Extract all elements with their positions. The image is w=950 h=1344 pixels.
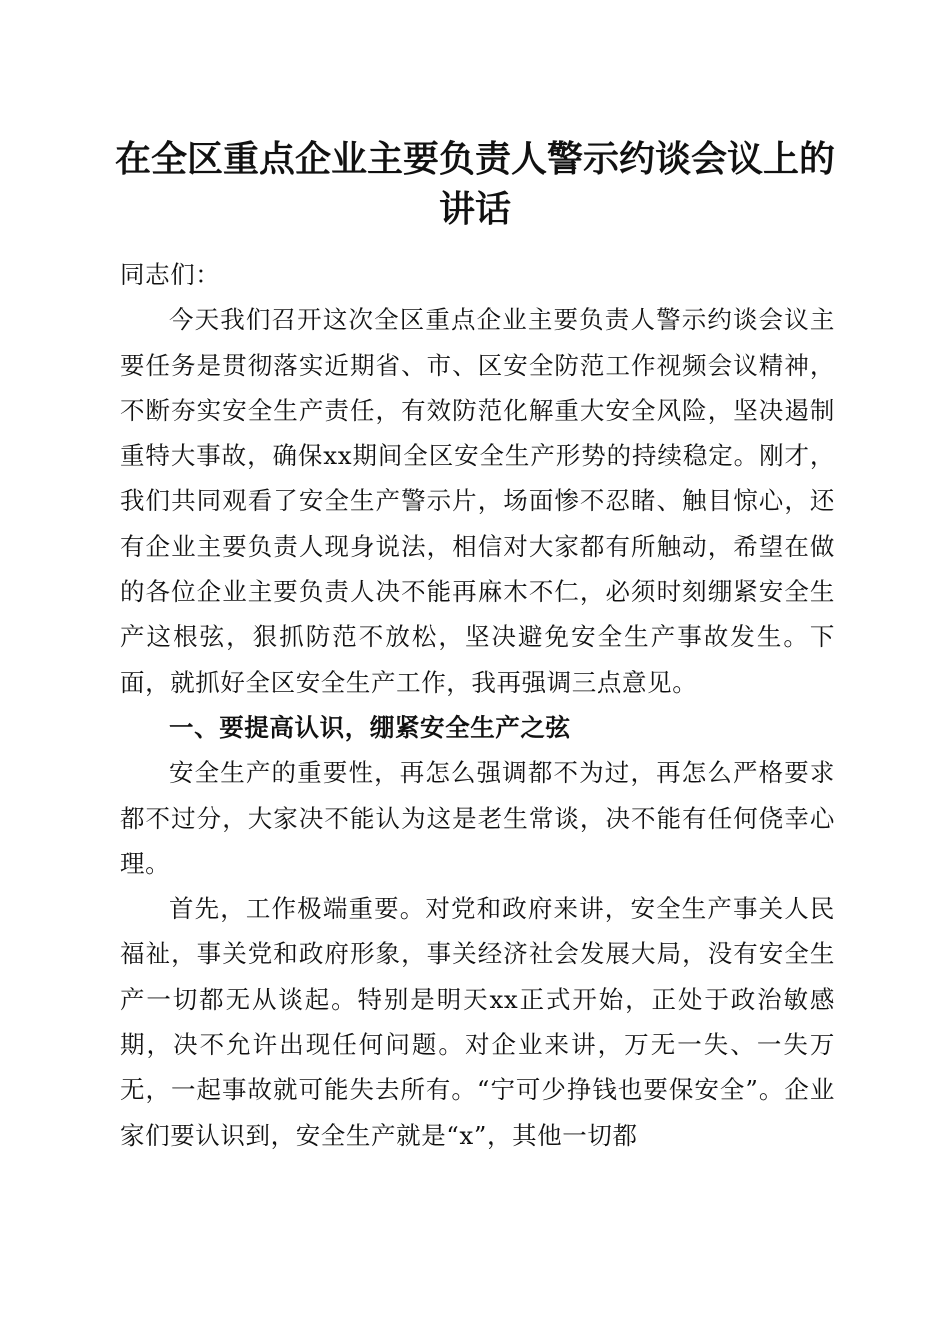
paragraph-first-point: 首先，工作极端重要。对党和政府来讲，安全生产事关人民福祉，事关党和政府形象，事关经济社会发展大局，没有安全生产一切都无从谈起。特别是明天xx正式开始，正处于政治敏感期，决不允许出现任何问题。对企业来讲，万无一失、一失万无，一起事故就可能失去所有。“宁可少挣钱也要保安全”。企业家们要认识到，安全生产就是“x”，其他一切都 bbox=[120, 894, 835, 1150]
paragraph-importance: 安全生产的重要性，再怎么强调都不为过，再怎么严格要求都不过分，大家决不能认为这是老生常谈，决不能有任何侥幸心理。 bbox=[120, 758, 835, 878]
paragraph-opening: 今天我们召开这次全区重点企业主要负责人警示约谈会议主要任务是贯彻落实近期省、市、区安全防范工作视频会议精神，不断夯实安全生产责任，有效防范化解重大安全风险，坚决遏制重特大事故，确保xx期间全区安全生产形势的持续稳定。刚才，我们共同观看了安全生产警示片，场面惨不忍睹、触目惊心，还有企业主要负责人现身说法，相信对大家都有所触动，希望在做的各位企业主要负责人决不能再麻木不仁，必须时刻绷紧安全生产这根弦，狠抓防范不放松，坚决避免安全生产事故发生。下面，就抓好全区安全生产工作，我再强调三点意见。 bbox=[120, 305, 835, 697]
salutation: 同志们： bbox=[120, 260, 221, 289]
document-title: 在全区重点企业主要负责人警示约谈会议上的讲话 bbox=[114, 138, 835, 230]
section-heading-1: 一、要提高认识，绷紧安全生产之弦 bbox=[169, 712, 571, 742]
document-body bbox=[120, 252, 835, 1158]
